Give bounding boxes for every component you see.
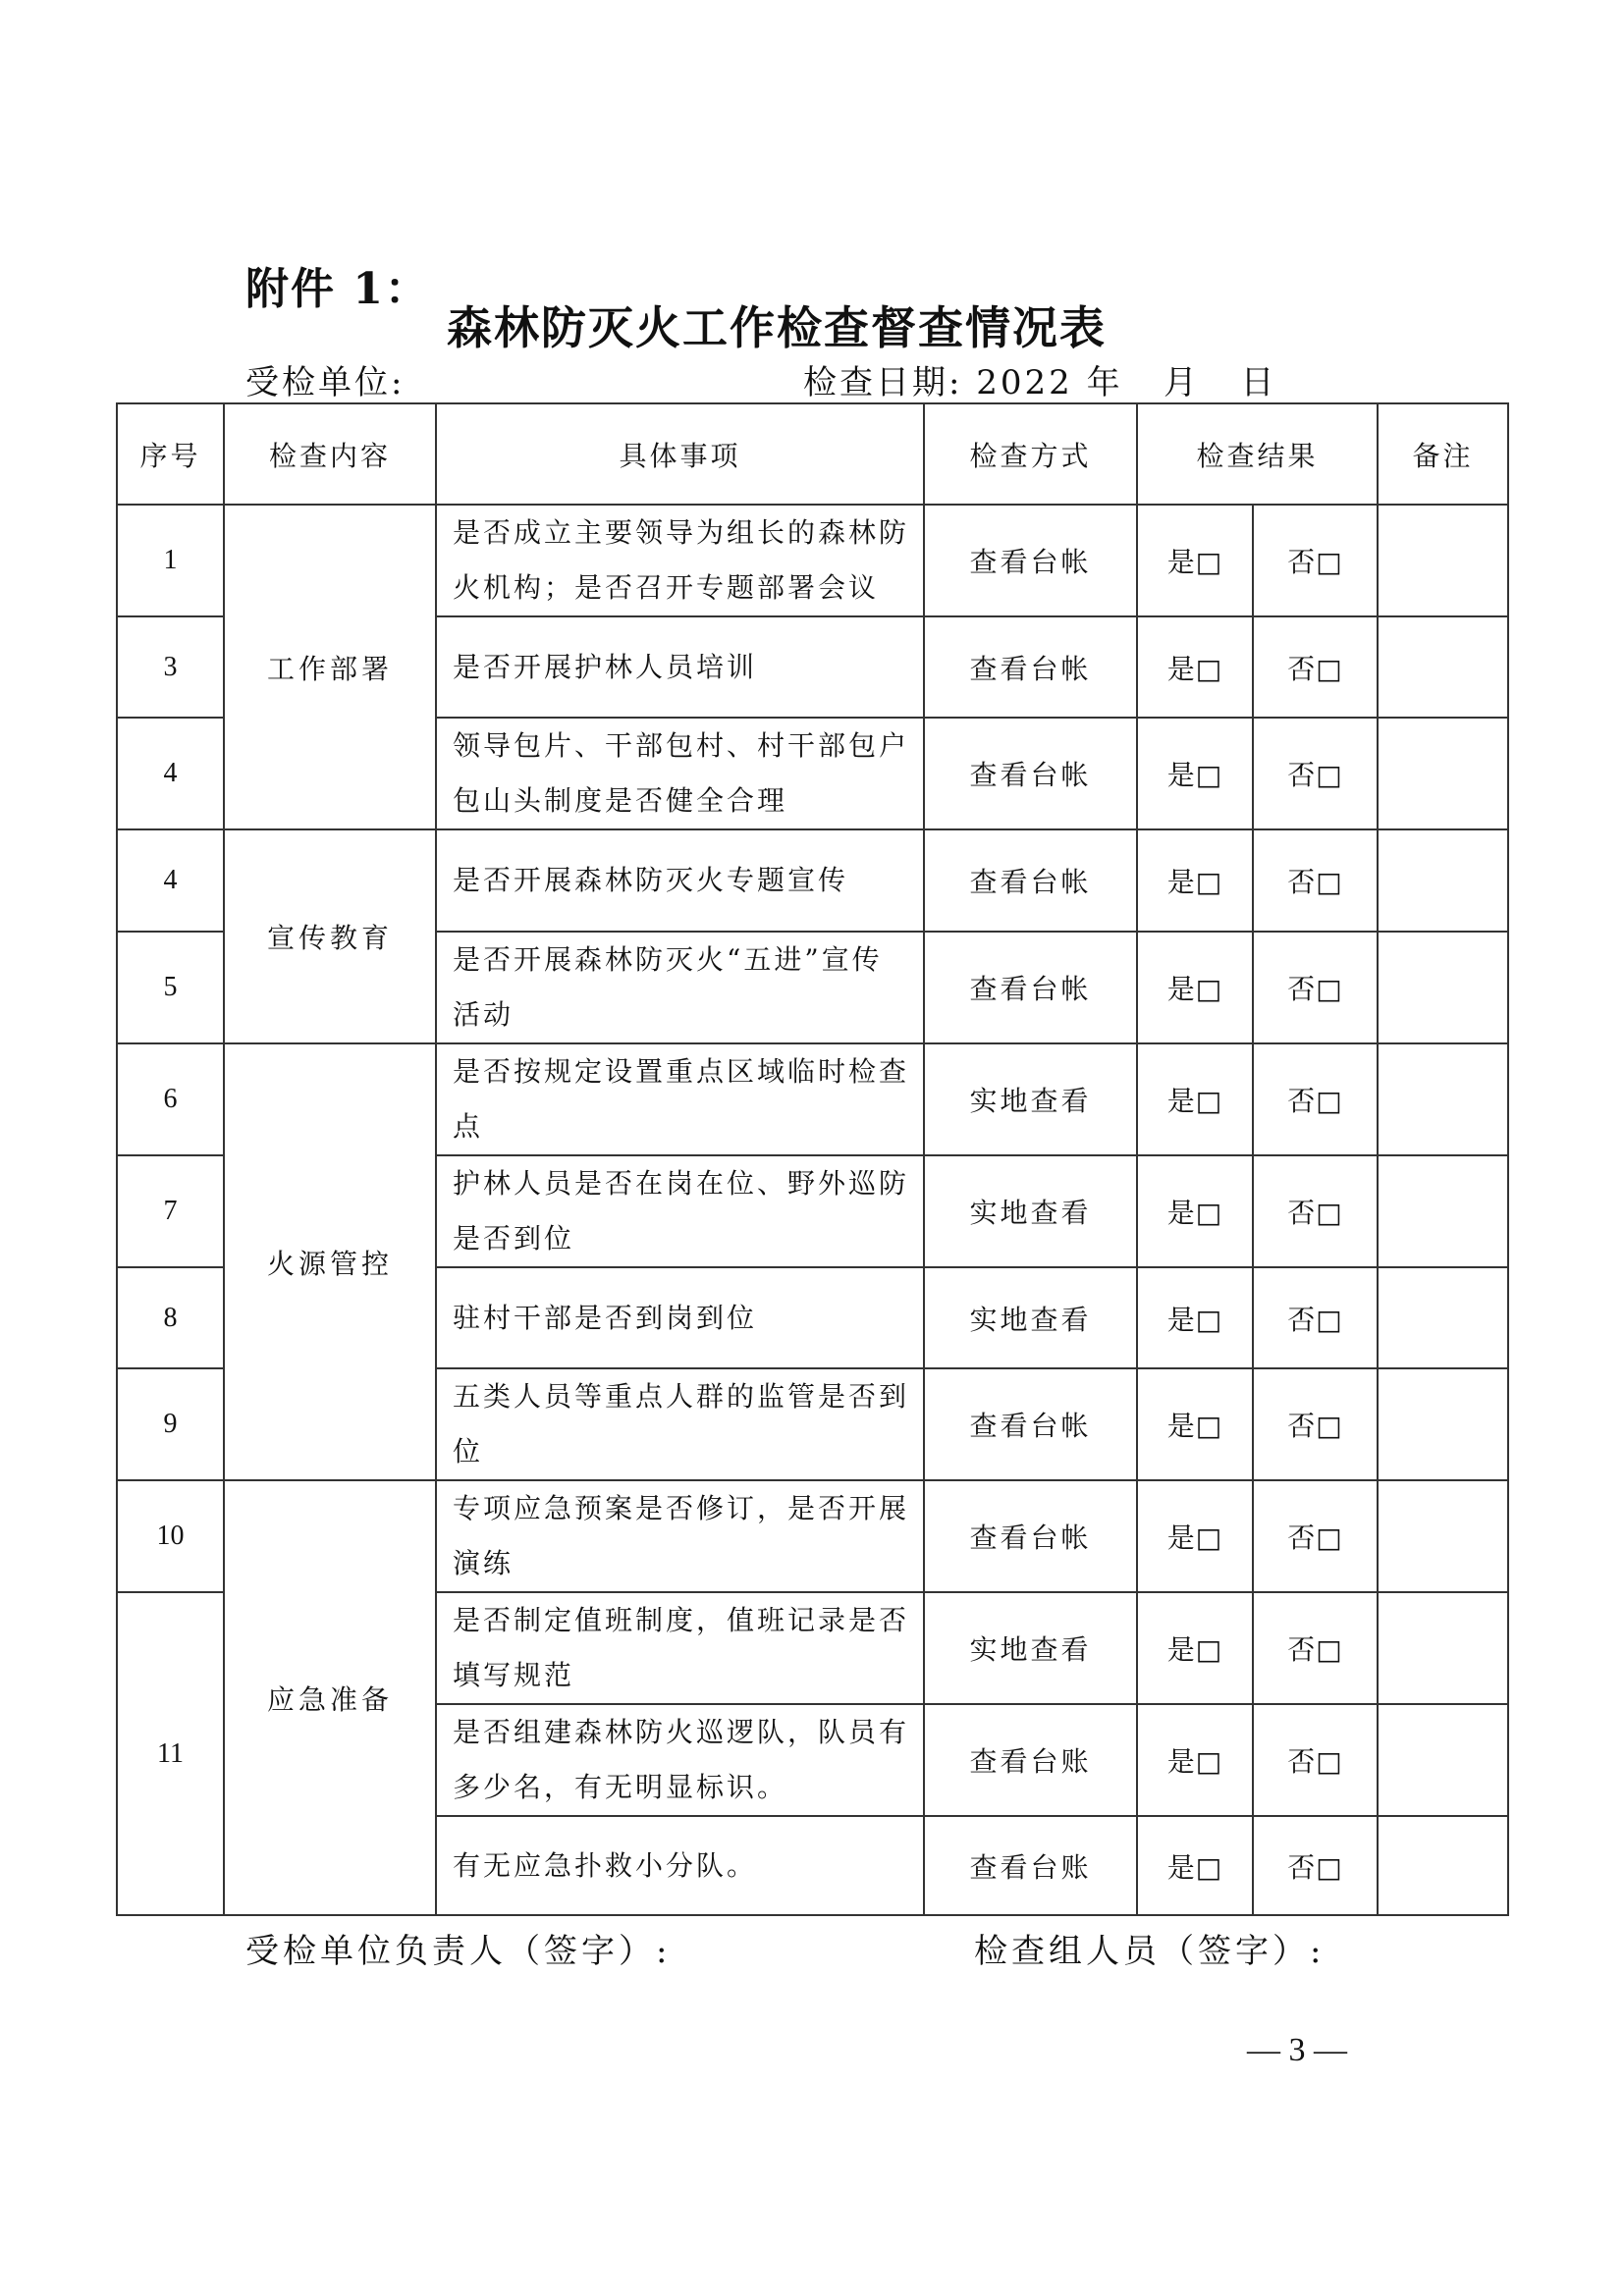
item-cell: 是否开展护林人员培训 xyxy=(436,616,924,718)
no-checkbox[interactable]: 否□ xyxy=(1253,1368,1378,1480)
seq-cell: 4 xyxy=(117,829,224,932)
yes-checkbox[interactable]: 是□ xyxy=(1137,1816,1253,1915)
no-checkbox[interactable]: 否□ xyxy=(1253,829,1378,932)
no-checkbox[interactable]: 否□ xyxy=(1253,932,1378,1043)
remark-cell[interactable] xyxy=(1378,616,1508,718)
no-checkbox[interactable]: 否□ xyxy=(1253,1816,1378,1915)
inspection-table xyxy=(116,402,1509,1916)
item-cell: 五类人员等重点人群的监管是否到位 xyxy=(436,1368,924,1480)
page-number: — 3 — xyxy=(1247,2032,1347,2068)
seq-cell: 4 xyxy=(117,718,224,829)
header-result: 检查结果 xyxy=(1137,403,1378,505)
method-cell: 查看台帐 xyxy=(924,718,1137,829)
method-cell: 查看台帐 xyxy=(924,829,1137,932)
category-cell: 应急准备 xyxy=(224,1480,436,1915)
yes-checkbox[interactable]: 是□ xyxy=(1137,1592,1253,1704)
yes-checkbox[interactable]: 是□ xyxy=(1137,829,1253,932)
item-cell: 是否制定值班制度，值班记录是否填写规范 xyxy=(436,1592,924,1704)
no-checkbox[interactable]: 否□ xyxy=(1253,1155,1378,1267)
remark-cell[interactable] xyxy=(1378,1816,1508,1915)
no-checkbox[interactable]: 否□ xyxy=(1253,1043,1378,1155)
remark-cell[interactable] xyxy=(1378,1267,1508,1368)
document-title: 森林防灭火工作检查督查情况表 xyxy=(447,301,1107,354)
no-checkbox[interactable]: 否□ xyxy=(1253,1592,1378,1704)
no-checkbox[interactable]: 否□ xyxy=(1253,1267,1378,1368)
yes-checkbox[interactable]: 是□ xyxy=(1137,1480,1253,1592)
yes-checkbox[interactable]: 是□ xyxy=(1137,1368,1253,1480)
no-checkbox[interactable]: 否□ xyxy=(1253,1480,1378,1592)
seq-cell: 1 xyxy=(117,505,224,616)
remark-cell[interactable] xyxy=(1378,932,1508,1043)
remark-cell[interactable] xyxy=(1378,1043,1508,1155)
table-header-row xyxy=(117,403,1508,505)
method-cell: 查看台账 xyxy=(924,1816,1137,1915)
unit-head-signature-label: 受检单位负责人（签字）: xyxy=(245,1932,672,1971)
method-cell: 查看台账 xyxy=(924,1704,1137,1816)
yes-checkbox[interactable]: 是□ xyxy=(1137,718,1253,829)
item-cell: 是否开展森林防灭火“五进”宣传活动 xyxy=(436,932,924,1043)
method-cell: 查看台帐 xyxy=(924,505,1137,616)
table-row xyxy=(117,505,1508,616)
no-checkbox[interactable]: 否□ xyxy=(1253,718,1378,829)
yes-checkbox[interactable]: 是□ xyxy=(1137,1043,1253,1155)
method-cell: 查看台帐 xyxy=(924,1368,1137,1480)
item-cell: 有无应急扑救小分队。 xyxy=(436,1816,924,1915)
remark-cell[interactable] xyxy=(1378,505,1508,616)
header-seq: 序号 xyxy=(117,403,224,505)
category-cell: 工作部署 xyxy=(224,505,436,829)
item-cell: 是否成立主要领导为组长的森林防火机构；是否召开专题部署会议 xyxy=(436,505,924,616)
method-cell: 查看台帐 xyxy=(924,616,1137,718)
method-cell: 实地查看 xyxy=(924,1043,1137,1155)
inspector-signature-label: 检查组人员（签字）: xyxy=(974,1932,1326,1971)
remark-cell[interactable] xyxy=(1378,718,1508,829)
no-checkbox[interactable]: 否□ xyxy=(1253,505,1378,616)
category-cell: 宣传教育 xyxy=(224,829,436,1043)
item-cell: 是否按规定设置重点区域临时检查点 xyxy=(436,1043,924,1155)
table-row xyxy=(117,829,1508,932)
remark-cell[interactable] xyxy=(1378,1704,1508,1816)
seq-cell: 3 xyxy=(117,616,224,718)
seq-cell: 11 xyxy=(117,1592,224,1915)
item-cell: 是否开展森林防灭火专题宣传 xyxy=(436,829,924,932)
no-checkbox[interactable]: 否□ xyxy=(1253,616,1378,718)
category-cell: 火源管控 xyxy=(224,1043,436,1480)
item-cell: 专项应急预案是否修订，是否开展演练 xyxy=(436,1480,924,1592)
seq-cell: 8 xyxy=(117,1267,224,1368)
yes-checkbox[interactable]: 是□ xyxy=(1137,1704,1253,1816)
table-row xyxy=(117,1480,1508,1592)
remark-cell[interactable] xyxy=(1378,829,1508,932)
seq-cell: 10 xyxy=(117,1480,224,1592)
header-item: 具体事项 xyxy=(436,403,924,505)
seq-cell: 9 xyxy=(117,1368,224,1480)
inspection-date-label: 检查日期: 2022 年 月 日 xyxy=(803,363,1277,402)
table-row xyxy=(117,1043,1508,1155)
method-cell: 查看台帐 xyxy=(924,932,1137,1043)
method-cell: 实地查看 xyxy=(924,1267,1137,1368)
method-cell: 实地查看 xyxy=(924,1155,1137,1267)
yes-checkbox[interactable]: 是□ xyxy=(1137,932,1253,1043)
yes-checkbox[interactable]: 是□ xyxy=(1137,616,1253,718)
item-cell: 领导包片、干部包村、村干部包户包山头制度是否健全合理 xyxy=(436,718,924,829)
remark-cell[interactable] xyxy=(1378,1368,1508,1480)
header-method: 检查方式 xyxy=(924,403,1137,505)
item-cell: 是否组建森林防火巡逻队，队员有多少名，有无明显标识。 xyxy=(436,1704,924,1816)
attachment-label: 附件 1： xyxy=(245,264,430,314)
method-cell: 实地查看 xyxy=(924,1592,1137,1704)
remark-cell[interactable] xyxy=(1378,1155,1508,1267)
remark-cell[interactable] xyxy=(1378,1480,1508,1592)
no-checkbox[interactable]: 否□ xyxy=(1253,1704,1378,1816)
method-cell: 查看台帐 xyxy=(924,1480,1137,1592)
remark-cell[interactable] xyxy=(1378,1592,1508,1704)
yes-checkbox[interactable]: 是□ xyxy=(1137,505,1253,616)
header-content: 检查内容 xyxy=(224,403,436,505)
header-remark: 备注 xyxy=(1378,403,1508,505)
yes-checkbox[interactable]: 是□ xyxy=(1137,1267,1253,1368)
item-cell: 护林人员是否在岗在位、野外巡防是否到位 xyxy=(436,1155,924,1267)
inspected-unit-label: 受检单位: xyxy=(245,363,406,402)
seq-cell: 6 xyxy=(117,1043,224,1155)
seq-cell: 5 xyxy=(117,932,224,1043)
seq-cell: 7 xyxy=(117,1155,224,1267)
item-cell: 驻村干部是否到岗到位 xyxy=(436,1267,924,1368)
yes-checkbox[interactable]: 是□ xyxy=(1137,1155,1253,1267)
